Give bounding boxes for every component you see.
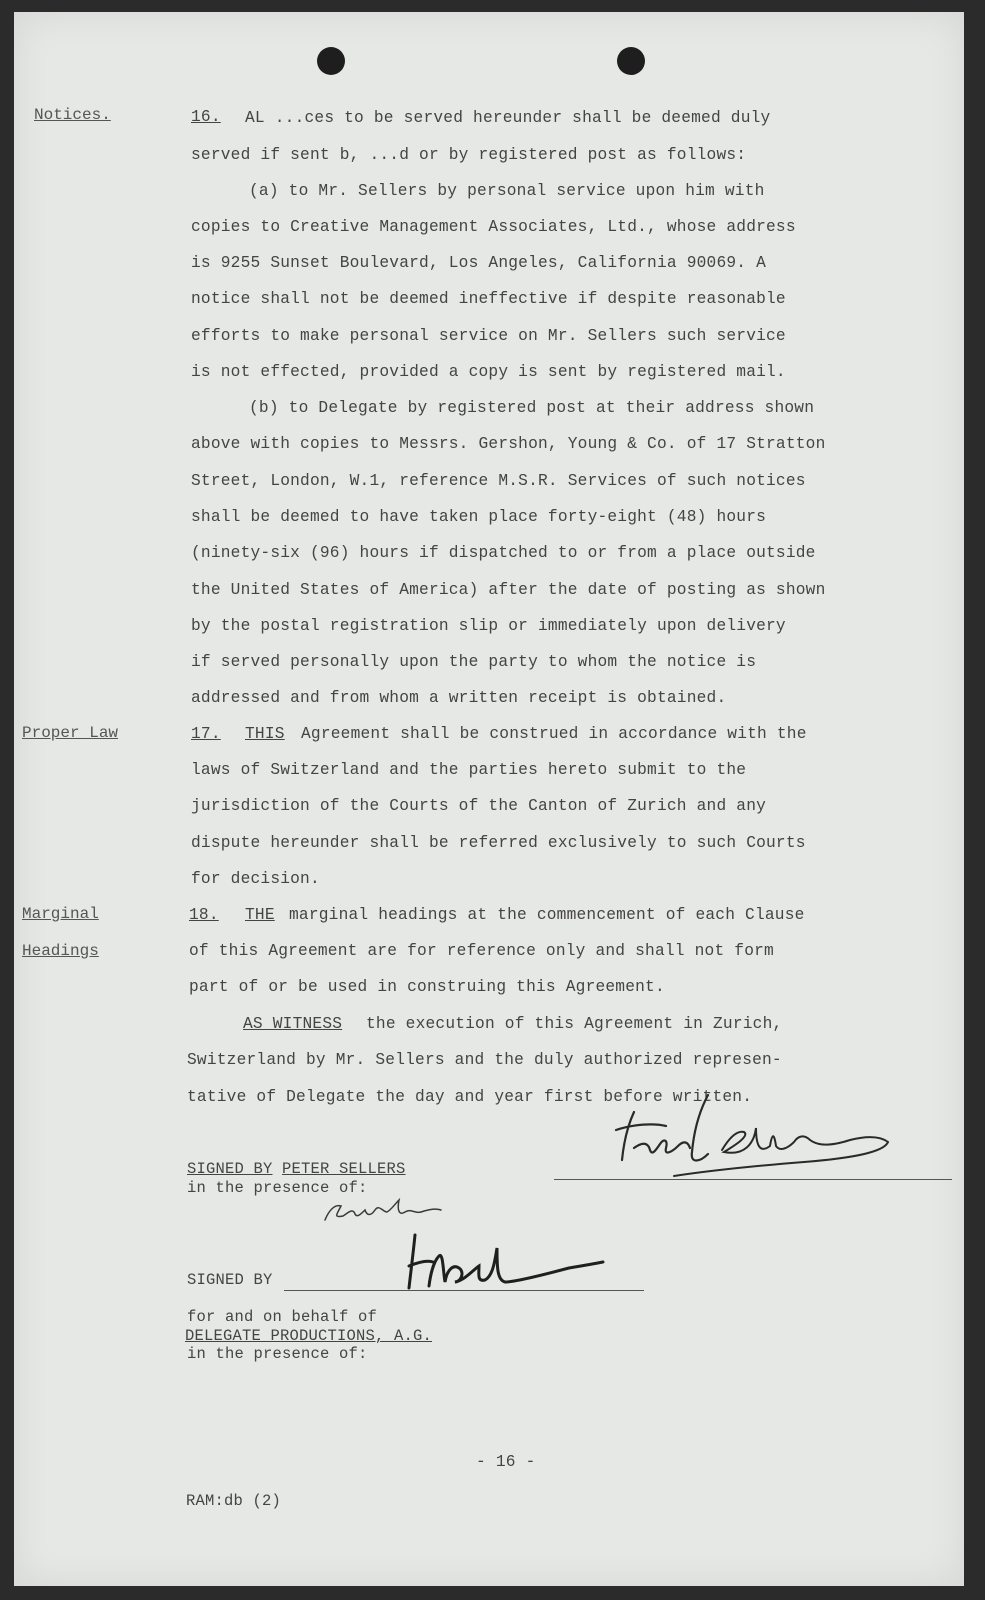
clause-17-line: Agreement shall be construed in accordance with the [301,725,807,743]
clause-16-line: Street, London, W.1, reference M.S.R. Services of such notices [191,472,806,490]
margin-note-headings: Headings [22,942,99,960]
presence-label: in the presence of: [187,1179,368,1197]
witness-lead: AS WITNESS [243,1015,343,1033]
clause-16-line: addressed and from whom a written receipt is obtained. [191,689,727,707]
clause-16-line: (ninety-six (96) hours if dispatched to or from a place outside [191,544,816,562]
presence-2-label: in the presence of: [187,1345,368,1363]
margin-note-proper-law: Proper Law [22,724,119,742]
signed-by-text: SIGNED BY [187,1160,273,1178]
signed-by-label [187,1160,406,1178]
clause-16-line: is 9255 Sunset Boulevard, Los Angeles, California 90069. A [191,254,767,272]
clause-16-line: if served personally upon the party to whom the notice is [191,653,757,671]
clause-16-line: notice shall not be deemed ineffective if despite reasonable [191,290,786,308]
clause-16-line: served if sent b, ...d or by registered post as follows: [191,146,747,164]
page-number: - 16 - [476,1453,536,1471]
clause-17-line: for decision. [191,870,320,888]
clause-16-line: (a) to Mr. Sellers by personal service upon him with [249,182,765,200]
clause-16-line: AL ...ces to be served hereunder shall be deemed duly [245,109,771,127]
delegate-signature [399,1230,609,1300]
clause-18-lead: THE [245,906,275,924]
peter-sellers-name: PETER SELLERS [282,1160,406,1178]
margin-note-marginal: Marginal [22,905,99,923]
clause-17-lead: THIS [245,725,285,743]
clause-16-line: shall be deemed to have taken place forty-eight (48) hours [191,508,767,526]
clause-17-line: jurisdiction of the Courts of the Canton of Zurich and any [191,797,767,815]
witness-line: tative of Delegate the day and year first before written. [187,1088,753,1106]
clause-16-line: (b) to Delegate by registered post at their address shown [249,399,815,417]
clause-18-line: part of or be used in construing this Agreement. [189,978,665,996]
punch-hole [317,47,345,75]
clause-17-line: laws of Switzerland and the parties hereto submit to the [191,761,747,779]
clause-16-number: 16. [191,108,221,126]
margin-note-notices: Notices. [34,106,111,124]
witness-line: Switzerland by Mr. Sellers and the duly authorized represen- [187,1051,782,1069]
on-behalf-label: for and on behalf of [187,1308,378,1326]
clause-16-line: is not effected, provided a copy is sent by registered mail. [191,363,786,381]
clause-18-line: of this Agreement are for reference only and shall not form [189,942,774,960]
clause-18-line: marginal headings at the commencement of each Clause [289,906,805,924]
reference-code: RAM:db (2) [186,1492,282,1510]
clause-17-number: 17. [191,725,221,743]
witness-line: the execution of this Agreement in Zurich, [366,1015,783,1033]
peter-sellers-signature [604,1090,904,1185]
document-page [14,12,964,1586]
witness-signature [319,1190,459,1230]
clause-16-line: copies to Creative Management Associates, Ltd., whose address [191,218,796,236]
clause-16-line: by the postal registration slip or immediately upon delivery [191,617,786,635]
signed-by-2-label: SIGNED BY [187,1271,273,1289]
punch-hole [617,47,645,75]
clause-16-line: the United States of America) after the date of posting as shown [191,581,826,599]
clause-17-line: dispute hereunder shall be referred exclusively to such Courts [191,834,806,852]
clause-16-line: efforts to make personal service on Mr. Sellers such service [191,327,786,345]
clause-16-line: above with copies to Messrs. Gershon, Young & Co. of 17 Stratton [191,435,826,453]
company-name: DELEGATE PRODUCTIONS, A.G. [185,1327,433,1345]
clause-18-number: 18. [189,906,219,924]
